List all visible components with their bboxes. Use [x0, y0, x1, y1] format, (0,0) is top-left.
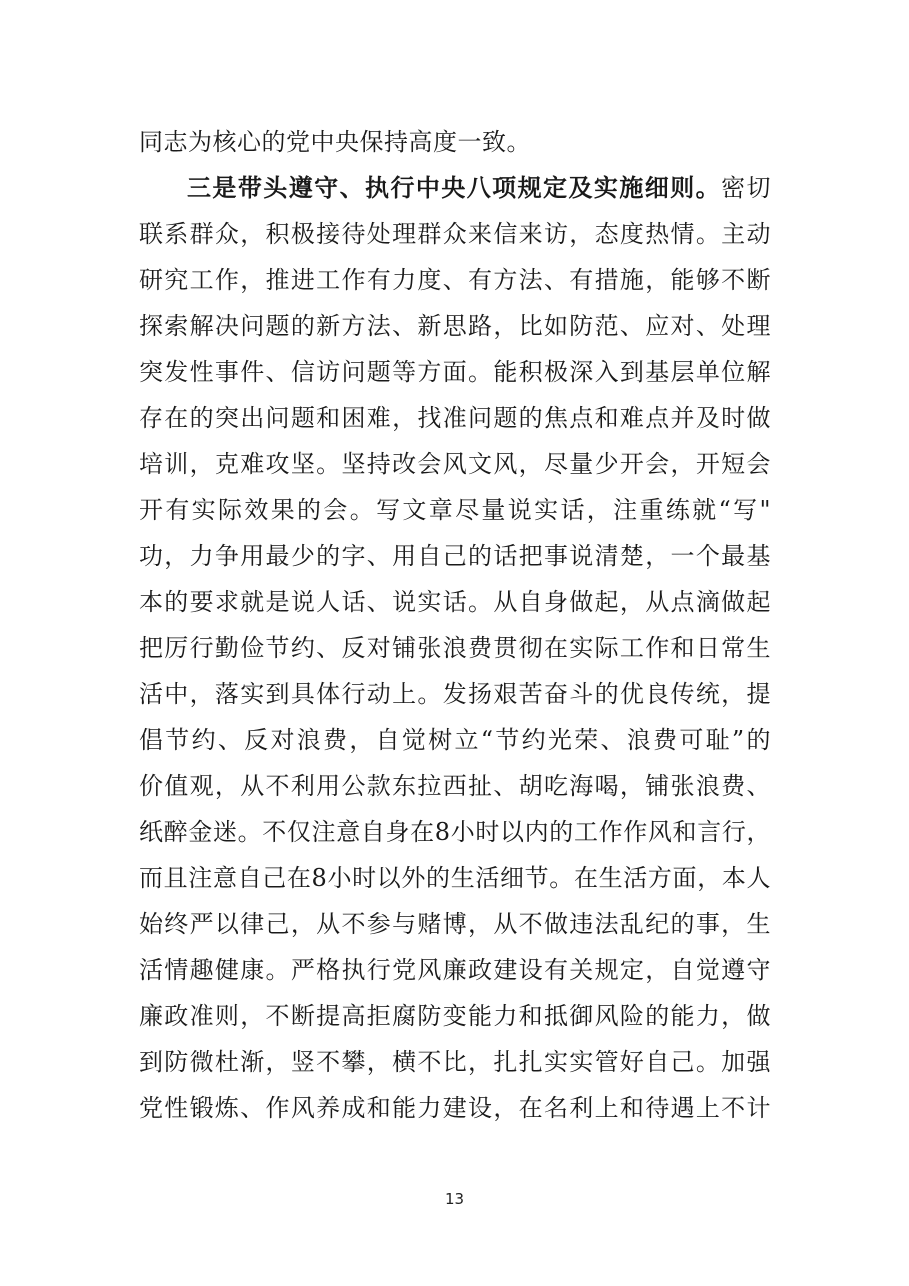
section-heading-continuation: 密切	[721, 174, 772, 202]
text-line: 活情趣健康。严格执行党风廉政建设有关规定，自觉遵守	[139, 956, 771, 984]
text-line: 始终严以律己，从不参与赌博，从不做违法乱纪的事，生	[139, 910, 771, 938]
text-line: 功，力争用最少的字、用自己的话把事说清楚，一个最基	[139, 542, 771, 570]
text-line: 党性锻炼、作风养成和能力建设，在名利上和待遇上不计	[139, 1094, 771, 1122]
text-line: 活中，落实到具体行动上。发扬艰苦奋斗的优良传统，提	[139, 680, 771, 708]
text-line: 联系群众，积极接待处理群众来信来访，态度热情。主动	[139, 220, 771, 248]
text-line: 而且注意自己在8小时以外的生活细节。在生活方面，本人	[139, 864, 771, 892]
text-line: 本的要求就是说人话、说实话。从自身做起，从点滴做起	[139, 588, 771, 616]
text-line: 同志为核心的党中央保持高度一致。	[139, 128, 531, 156]
text-line: 突发性事件、信访问题等方面。能积极深入到基层单位解	[139, 358, 771, 386]
section-heading-line	[187, 168, 771, 208]
text-line: 研究工作，推进工作有力度、有方法、有措施，能够不断	[139, 266, 771, 294]
text-line: 廉政准则，不断提高拒腐防变能力和抵御风险的能力，做	[139, 1002, 771, 1030]
text-line: 把厉行勤俭节约、反对铺张浪费贯彻在实际工作和日常生	[139, 634, 771, 662]
text-line: 探索解决问题的新方法、新思路，比如防范、应对、处理	[139, 312, 771, 340]
text-line: 倡节约、反对浪费，自觉树立“节约光荣、浪费可耻”的	[139, 726, 771, 754]
text-line: 存在的突出问题和困难，找准问题的焦点和难点并及时做	[139, 404, 771, 432]
text-line: 价值观，从不利用公款东拉西扯、胡吃海喝，铺张浪费、	[139, 772, 771, 800]
text-line: 到防微杜渐，竖不攀，横不比，扎扎实实管好自己。加强	[139, 1048, 771, 1076]
page-number: 13	[444, 1190, 465, 1208]
text-line: 培训，克难攻坚。坚持改会风文风，尽量少开会，开短会	[139, 450, 771, 478]
section-heading: 三是带头遵守、执行中央八项规定及实施细则。	[187, 173, 722, 202]
text-line: 纸醉金迷。不仅注意自身在8小时以内的工作作风和言行，	[139, 818, 771, 846]
text-line: 开有实际效果的会。写文章尽量说实话，注重练就“写"	[139, 496, 771, 524]
